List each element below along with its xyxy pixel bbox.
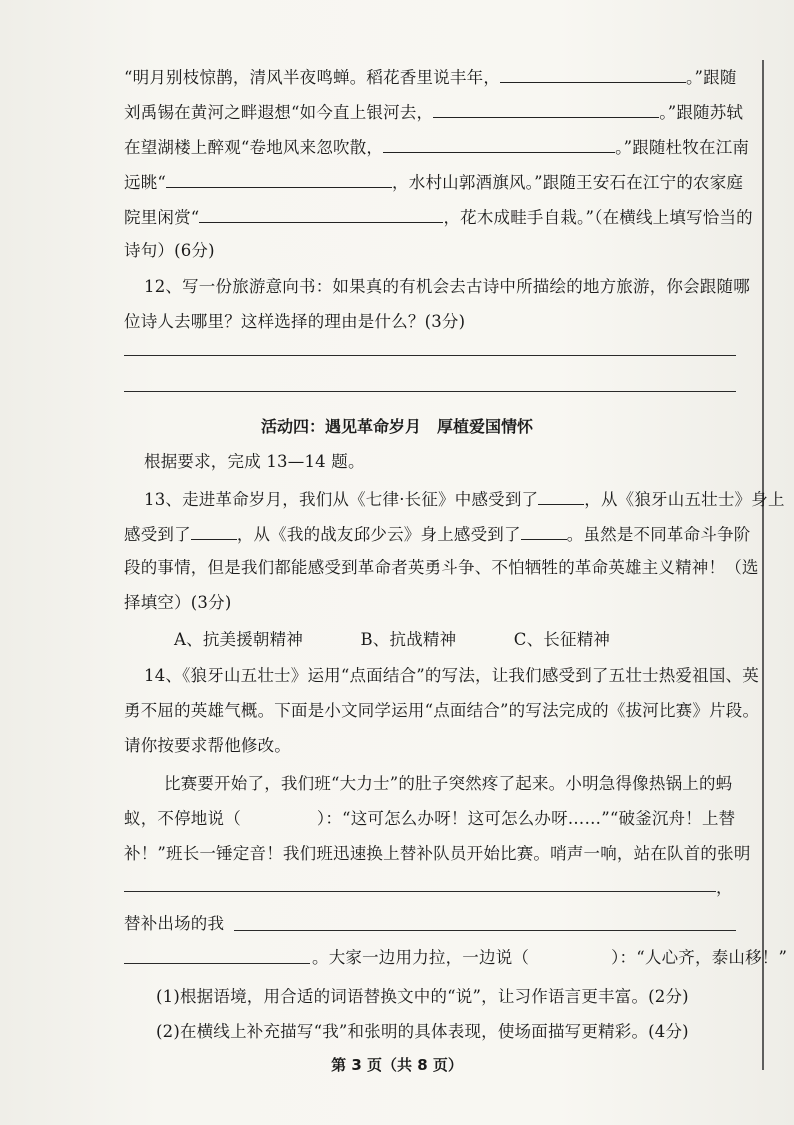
q13-line-4: 择填空）(3分) bbox=[124, 593, 232, 612]
passage-line-3: 补！”班长一锤定音！我们班迅速换上替补队员开始比赛。哨声一响，站在队首的张明 bbox=[124, 844, 751, 863]
passage-line-5: 替补出场的我 bbox=[124, 914, 225, 933]
q13-line-2: 感受到了 ，从《我的战友邱少云》身上感受到了 。虽然是不同革命斗争阶 bbox=[124, 521, 736, 547]
q12-line-1: 12、写一份旅游意向书：如果真的有机会去古诗中所描绘的地方旅游，你会跟随哪 bbox=[144, 277, 750, 296]
q14-line-1: 14、《狼牙山五壮士》运用“点面结合”的写法，让我们感受到了五壮士热爱祖国、英 bbox=[144, 666, 759, 685]
section-intro: 根据要求，完成 13—14 题。 bbox=[144, 452, 365, 471]
option-b: B、抗战精神 bbox=[360, 630, 457, 649]
q11-line-2: 刘禹锡在黄河之畔遐想“如今直上银河去， 。”跟随苏轼 bbox=[124, 99, 736, 125]
q14-sub-1: (1)根据语境，用合适的词语替换文中的“说”，让习作语言更丰富。(2分) bbox=[156, 987, 689, 1006]
q11-line-5: 院里闲赏“ ，花木成畦手自栽。”（在横线上填写恰当的 bbox=[124, 204, 736, 230]
page-number: 第 3 页（共 8 页） bbox=[331, 1056, 463, 1074]
passage-line-6: 。大家一边用力拉，一边说（ ）：“人心齐，泰山移！” bbox=[312, 948, 788, 967]
q11-line-1: “明月别枝惊鹊，清风半夜鸣蝉。稻花香里说丰年， 。”跟随 bbox=[124, 64, 736, 90]
q13-line-1: 13、走进革命岁月，我们从《七律·长征》中感受到了 ，从《狼牙山五壮士》身上 bbox=[144, 486, 756, 512]
q11-line-6: 诗句）(6分) bbox=[124, 241, 215, 260]
q14-line-2: 勇不屈的英雄气概。下面是小文同学运用“点面结合”的写法完成的《拔河比赛》片段。 bbox=[124, 701, 760, 720]
margin-rule bbox=[762, 60, 764, 1070]
answer-blank[interactable] bbox=[199, 204, 443, 223]
answer-blank[interactable] bbox=[500, 64, 686, 83]
answer-blank[interactable] bbox=[538, 486, 584, 505]
answer-blank[interactable] bbox=[383, 134, 615, 153]
answer-line[interactable] bbox=[234, 930, 736, 931]
q13-options bbox=[174, 628, 786, 652]
section-heading: 活动四：遇见革命岁月 厚植爱国情怀 bbox=[260, 417, 533, 436]
option-c: C、长征精神 bbox=[513, 630, 611, 649]
answer-blank[interactable] bbox=[191, 521, 237, 540]
answer-blank[interactable] bbox=[521, 521, 567, 540]
q12-line-2: 位诗人去哪里？这样选择的理由是什么？(3分) bbox=[124, 312, 466, 331]
answer-line[interactable] bbox=[124, 891, 716, 892]
passage-comma: ， bbox=[716, 878, 733, 897]
q11-line-4: 远眺“ ，水村山郭酒旗风。”跟随王安石在江宁的农家庭 bbox=[124, 169, 736, 195]
answer-line[interactable] bbox=[124, 391, 736, 392]
answer-blank[interactable] bbox=[166, 169, 392, 188]
passage-line-2: 蚁，不停地说（ ）：“这可怎么办呀！这可怎么办呀……”“破釜沉舟！上替 bbox=[124, 809, 736, 828]
passage-line-1: 比赛要开始了，我们班“大力士”的肚子突然疼了起来。小明急得像热锅上的蚂 bbox=[164, 774, 733, 793]
answer-blank[interactable] bbox=[433, 99, 659, 118]
answer-line[interactable] bbox=[124, 963, 310, 964]
q14-line-3: 请你按要求帮他修改。 bbox=[124, 736, 291, 755]
q13-line-3: 段的事情，但是我们都能感受到革命者英勇斗争、不怕牺牲的革命英雄主义精神！（选 bbox=[124, 558, 759, 577]
answer-line[interactable] bbox=[124, 355, 736, 356]
q11-line-3: 在望湖楼上醉观“卷地风来忽吹散， 。”跟随杜牧在江南 bbox=[124, 134, 736, 160]
q14-sub-2: (2)在横线上补充描写“我”和张明的具体表现，使场面描写更精彩。(4分) bbox=[156, 1022, 689, 1041]
option-a: A、抗美援朝精神 bbox=[174, 630, 304, 649]
